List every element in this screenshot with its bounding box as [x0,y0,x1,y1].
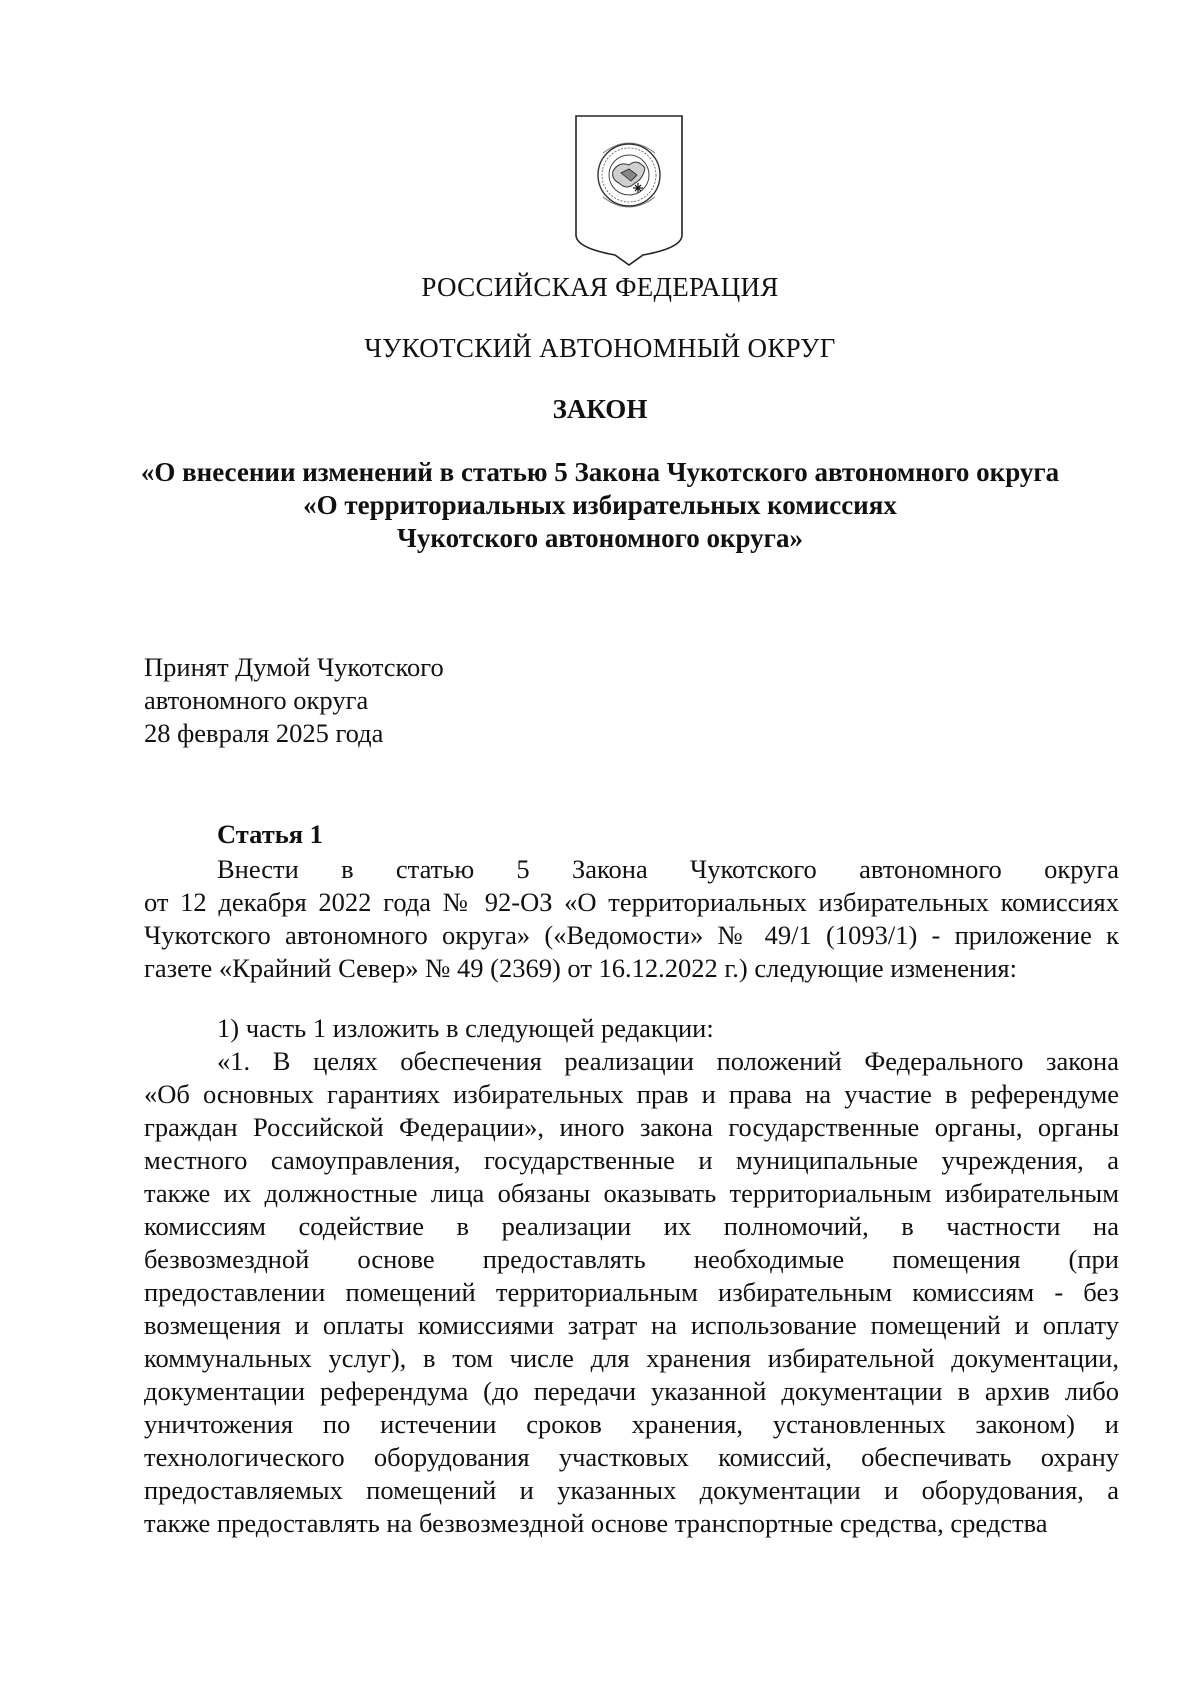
item-1-text-line: также их должностные лица обязаны оказывать территориальным избирательным [144,1178,1119,1208]
item-1-text-line: коммунальных услуг), в том числе для хранения избирательной документации, [144,1343,1119,1373]
document-type: ЗАКОН [552,394,648,424]
coat-of-arms-emblem [573,113,685,267]
adoption-line: автономного округа [144,685,369,715]
law-title-line-1: «О внесении изменений в статью 5 Закона Чукотского автономного округа [140,457,1060,487]
item-1-text-line: местного самоуправления, государственные и муниципальные учреждения, а [144,1145,1119,1175]
article-1-intro-line: от 12 декабря 2022 года № 92-ОЗ «О территориальных избирательных комиссиях [144,887,1119,917]
adoption-line: Принят Думой Чукотского [144,652,444,682]
law-title-line-2: «О территориальных избирательных комиссиях [303,490,897,520]
item-1-text-line: также предоставлять на безвозмездной основе транспортные средства, средства [144,1508,1048,1538]
item-1-text-line: «1. В целях обеспечения реализации положений Федерального закона [217,1046,1119,1076]
law-title-line-3: Чукотского автономного округа» [397,523,803,553]
region-name: ЧУКОТСКИЙ АВТОНОМНЫЙ ОКРУГ [364,333,836,363]
item-1-text-line: технологического оборудования участковых комиссий, обеспечивать охрану [144,1442,1119,1472]
article-1-intro-line: Чукотского автономного округа» («Ведомости» № 49/1 (1093/1) - приложение к [144,920,1119,950]
item-1-text-line: уничтожения по истечении сроков хранения, установленных законом) и [144,1409,1119,1439]
item-1-label: 1) часть 1 изложить в следующей редакции: [217,1013,714,1043]
item-1-text-line: предоставлении помещений территориальным избирательным комиссиям - без [144,1277,1119,1307]
article-1-intro-line: Внести в статью 5 Закона Чукотского автономного округа [217,854,1119,884]
adoption-block [144,651,444,750]
item-1-text-line: безвозмездной основе предоставлять необходимые помещения (при [144,1244,1119,1274]
item-1-text-line: «Об основных гарантиях избирательных прав и права на участие в референдуме [144,1079,1119,1109]
item-1-text-line: возмещения и оплаты комиссиями затрат на использование помещений и оплату [144,1310,1119,1340]
item-1-text-line: граждан Российской Федерации», иного закона государственные органы, органы [144,1112,1119,1142]
article-1-intro-line: газете «Крайний Север» № 49 (2369) от 16.12.2022 г.) следующие изменения: [144,953,1017,983]
item-1-text-line: предоставляемых помещений и указанных документации и оборудования, а [144,1475,1119,1505]
adoption-date: 28 февраля 2025 года [144,718,384,748]
item-1-text-line: комиссиям содействие в реализации их полномочий, в частности на [144,1211,1119,1241]
article-1-title: Статья 1 [217,819,323,849]
item-1-text-line: документации референдума (до передачи указанной документации в архив либо [144,1376,1119,1406]
country-name: РОССИЙСКАЯ ФЕДЕРАЦИЯ [421,272,779,302]
